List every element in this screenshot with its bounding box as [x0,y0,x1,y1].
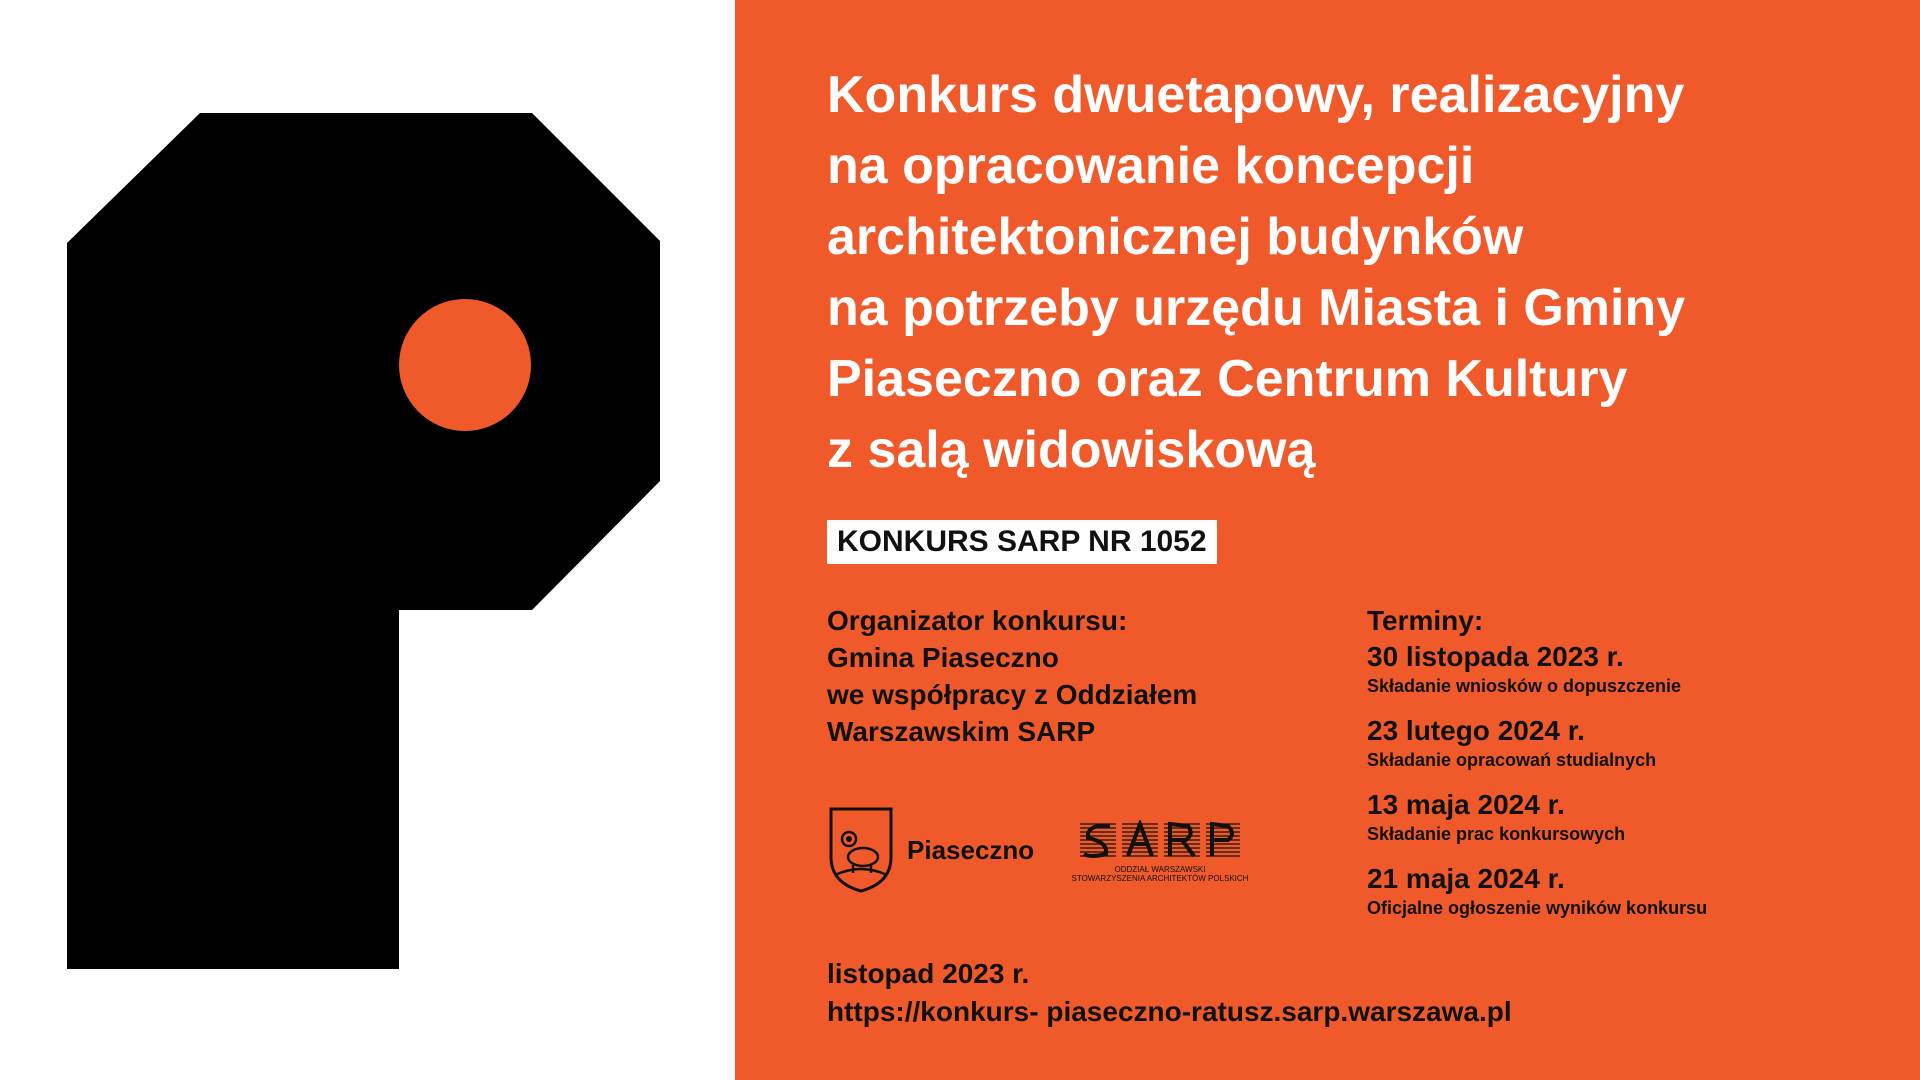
deadline-date: 21 maja 2024 r. [1367,863,1565,894]
title-line: Piaseczno oraz Centrum Kultury [827,350,1628,408]
p-shape [67,113,660,969]
p-letter-logo-icon [0,0,735,1080]
p-dot [399,299,531,431]
organizer-line: we współpracy z Oddziałem [827,679,1198,710]
deadline-date: 13 maja 2024 r. [1367,789,1565,820]
organizer-line: Gmina Piaseczno [827,642,1059,673]
title-line: z salą widowiskową [827,421,1316,479]
organizer-block [827,602,1347,750]
deadline-description: Składanie wniosków o dopuszczenie [1367,676,1682,696]
piaseczno-logo [827,805,1034,895]
footer-url-link[interactable]: https://konkurs- piaseczno-ratusz.sarp.warszawa.pl [827,996,1512,1027]
sarp-logo-line: STOWARZYSZENIA ARCHITEKTÓW POLSKICH [1071,874,1249,883]
footer [827,955,1512,1031]
sarp-logo-line: ODDZIAŁ WARSZAWSKI [1114,865,1206,874]
right-panel [735,0,1920,1080]
deadline-description: Składanie opracowań studialnych [1367,750,1657,770]
left-panel [0,0,735,1080]
organizer-heading: Organizator konkursu: [827,605,1128,636]
deadline-description: Składanie prac konkursowych [1367,824,1626,844]
piaseczno-logo-name: Piaseczno [907,834,1035,865]
sarp-logo [1070,820,1250,883]
page-title [827,60,1887,486]
deadline-description: Oficjalne ogłoszenie wyników konkursu [1367,898,1708,918]
deadline-item [1367,713,1887,771]
footer-date: listopad 2023 r. [827,958,1030,989]
deadline-date: 30 listopada 2023 r. [1367,641,1624,672]
deadline-date: 23 lutego 2024 r. [1367,715,1585,746]
deadline-item [1367,787,1887,845]
deadlines-block [1367,602,1887,935]
title-line: na potrzeby urzędu Miasta i Gminy [827,279,1686,337]
deadline-item [1367,861,1887,919]
title-line: na opracowanie koncepcji [827,137,1475,195]
organizer-line: Warszawskim SARP [827,716,1096,747]
sarp-logo-icon [1078,820,1242,860]
piaseczno-crest-icon [827,805,895,895]
title-line: Konkurs dwuetapowy, realizacyjny [827,66,1685,124]
competition-number-badge: KONKURS SARP NR 1052 [827,520,1217,564]
deadlines-heading: Terminy: [1367,605,1484,636]
title-line: architektonicznej budynków [827,208,1524,266]
deadline-item [1367,639,1887,697]
